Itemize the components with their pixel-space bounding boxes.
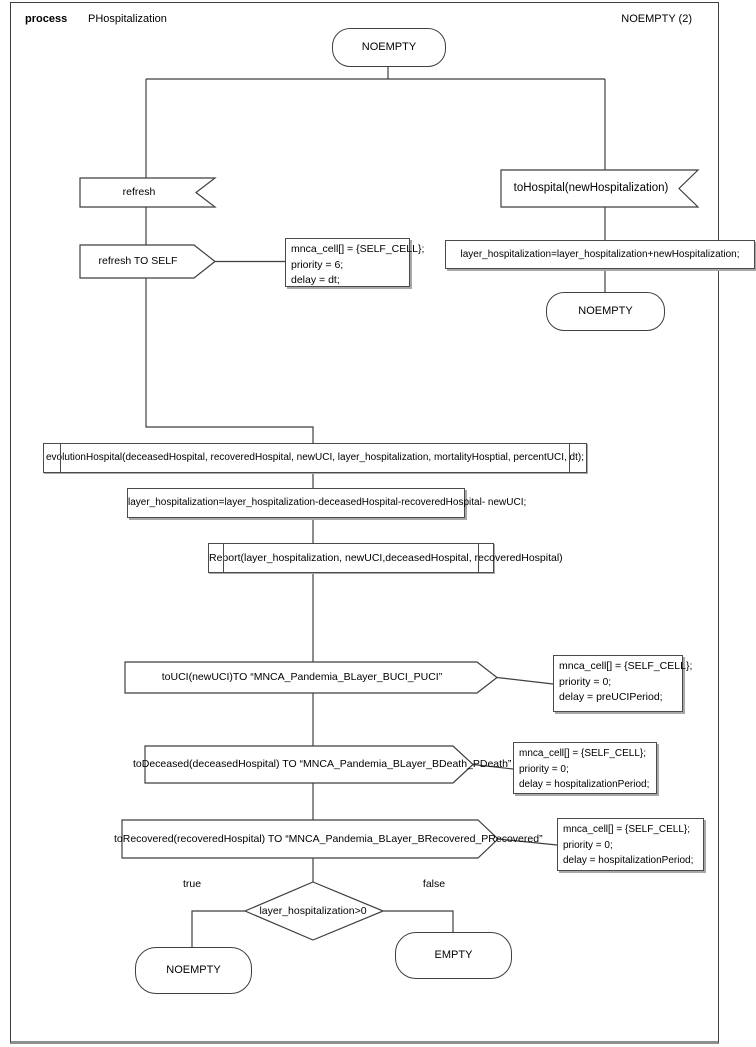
attrs-box-refresh[interactable]	[285, 238, 425, 287]
procedure-call-evolutionhospital[interactable]	[43, 443, 587, 473]
connector	[383, 911, 453, 932]
attrs-line: delay = preUCIPeriod;	[559, 691, 663, 703]
state-start-noempty[interactable]: NOEMPTY	[332, 28, 446, 67]
attrs-box-todeceased[interactable]	[513, 742, 657, 794]
send-signal-touci-label: toUCI(newUCI)TO “MNCA_Pandemia_BLayer_BUCI_PUCI”	[161, 671, 443, 683]
procedure-call-report[interactable]	[208, 543, 563, 573]
send-signal-refresh-to-self-label: refresh TO SELF	[98, 255, 178, 267]
branch-true-label: true	[182, 878, 202, 890]
statement-hospitalization-subtract[interactable]: layer_hospitalization=layer_hospitalization-deceasedHospital-recoveredHospital- newUCI;	[127, 488, 465, 518]
state-noempty-right[interactable]: NOEMPTY	[546, 292, 665, 331]
statement-hospitalization-add[interactable]: layer_hospitalization=layer_hospitalization+newHospitalization;	[445, 240, 755, 269]
attrs-line: mnca_cell[] = {SELF_CELL};	[563, 824, 691, 835]
branch-false-label: false	[422, 878, 446, 890]
attrs-line: mnca_cell[] = {SELF_CELL};	[291, 243, 425, 255]
receive-signal-tohospital-label: toHospital(newHospitalization)	[513, 182, 669, 194]
state-end-empty[interactable]: EMPTY	[395, 932, 512, 979]
state-reference-label: NOEMPTY (2)	[621, 13, 692, 25]
process-name: PHospitalization	[88, 13, 167, 25]
predefined-process-line	[60, 444, 61, 472]
predefined-process-line	[478, 544, 479, 572]
receive-signal-refresh-label: refresh	[122, 186, 156, 198]
attrs-box-torecovered[interactable]	[557, 818, 704, 871]
connector	[497, 678, 553, 685]
state-end-noempty[interactable]: NOEMPTY	[135, 947, 252, 994]
send-signal-torecovered-label: toRecovered(recoveredHospital) TO “MNCA_Pandemia_BLayer_BRecovered_PRecovered”	[114, 833, 543, 845]
connector	[146, 278, 313, 443]
attrs-line: mnca_cell[] = {SELF_CELL};	[519, 748, 647, 759]
predefined-process-line	[569, 444, 570, 472]
send-signal-todeceased-label: toDeceased(deceasedHospital) TO “MNCA_Pandemia_BLayer_BDeath_PDeath”	[133, 758, 512, 770]
attrs-line: delay = hospitalizationPeriod;	[563, 855, 694, 866]
procedure-call-label: evolutionHospital(deceasedHospital, recoveredHospital, newUCI, layer_hospitalization, mortalityHosptial, percentUCI, dt);	[45, 452, 585, 463]
attrs-line: priority = 0;	[563, 839, 613, 851]
attrs-line: delay = dt;	[291, 274, 340, 286]
attrs-line: delay = hospitalizationPeriod;	[519, 779, 650, 790]
process-kind-label: process	[25, 13, 68, 25]
attrs-line: mnca_cell[] = {SELF_CELL};	[559, 660, 693, 672]
attrs-line: priority = 0;	[559, 675, 612, 688]
predefined-process-line	[223, 544, 224, 572]
attrs-line: priority = 0;	[519, 763, 569, 775]
attrs-line: priority = 6;	[291, 258, 344, 271]
attrs-box-touci[interactable]	[553, 655, 693, 712]
decision-condition-label: layer_hospitalization>0	[259, 905, 367, 917]
procedure-call-label: Report(layer_hospitalization, newUCI,deceasedHospital, recoveredHospital)	[209, 552, 563, 564]
